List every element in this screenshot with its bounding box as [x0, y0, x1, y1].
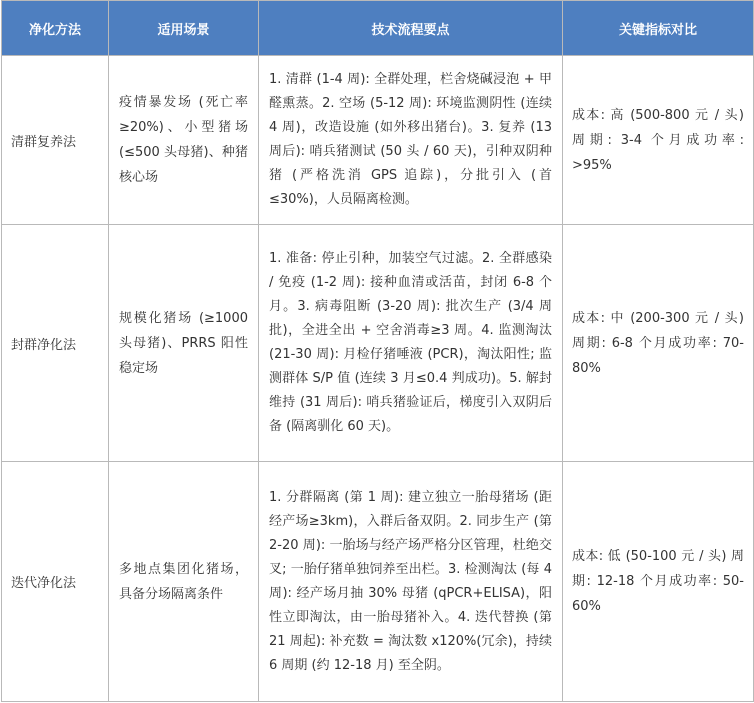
table-row: [2, 462, 754, 702]
metrics-cell: 成本: 中 (200-300 元 / 头) 周期: 6-8 个月成功率: 70-80%: [563, 225, 754, 462]
table-row: [2, 56, 754, 225]
header-scenario: 适用场景: [109, 1, 259, 56]
method-cell: 清群复养法: [2, 56, 109, 225]
metrics-cell: 成本: 高 (500-800 元 / 头) 周期: 3-4 个月成功率: >95%: [563, 56, 754, 225]
process-cell: 1. 准备: 停止引种，加装空气过滤。2. 全群感染 / 免疫 (1-2 周): 接种血清或活苗，封闭 6-8 个月。3. 病毒阻断 (3-20 周): 批次生产 (3/4 周批)，全进全出 + 空舍消毒≥3 周。4. 监测淘汰 (21-30 周): 月检仔猪唾液 (PCR)，淘汰阳性; 监测群体 S/P 值 (连续 3 月≤0.4 判成功)。5. 解封维持 (31 周后): 哨兵猪验证后，梯度引入双阴后备 (隔离驯化 60 天)。: [259, 225, 563, 462]
method-cell: 迭代净化法: [2, 462, 109, 702]
process-cell: 1. 分群隔离 (第 1 周): 建立独立一胎母猪场 (距经产场≥3km)，入群后备双阴。2. 同步生产 (第 2-20 周): 一胎场与经产场严格分区管理，杜绝交叉; 一胎仔猪单独饲养至出栏。3. 检测淘汰 (每 4 周): 经产场月抽 30% 母猪 (qPCR+ELISA)，阳性立即淘汰，由一胎母猪补入。4. 迭代替换 (第 21 周起): 补充数 = 淘汰数 x120%(冗余)，持续 6 周期 (约 12-18 月) 至全阴。: [259, 462, 563, 702]
metrics-cell: 成本: 低 (50-100 元 / 头) 周期: 12-18 个月成功率: 50-60%: [563, 462, 754, 702]
table-header-row: [2, 1, 754, 56]
purification-methods-table: [1, 0, 754, 702]
method-cell: 封群净化法: [2, 225, 109, 462]
header-process: 技术流程要点: [259, 1, 563, 56]
scenario-cell: 多地点集团化猪场，具备分场隔离条件: [109, 462, 259, 702]
table-row: [2, 225, 754, 462]
header-metrics: 关键指标对比: [563, 1, 754, 56]
header-method: 净化方法: [2, 1, 109, 56]
process-cell: 1. 清群 (1-4 周): 全群处理，栏舍烧碱浸泡 + 甲醛熏蒸。2. 空场 (5-12 周): 环境监测阴性 (连续 4 周)，改造设施 (如外移出猪台)。3. 复养 (13 周后): 哨兵猪测试 (50 头 / 60 天)，引种双阴种猪 (严格洗消 GPS 追踪)，分批引入 (首≤30%)，人员隔离检测。: [259, 56, 563, 225]
scenario-cell: 疫情暴发场 (死亡率≥20%)、小型猪场 (≤500 头母猪)、种猪核心场: [109, 56, 259, 225]
scenario-cell: 规模化猪场 (≥1000 头母猪)、PRRS 阳性稳定场: [109, 225, 259, 462]
